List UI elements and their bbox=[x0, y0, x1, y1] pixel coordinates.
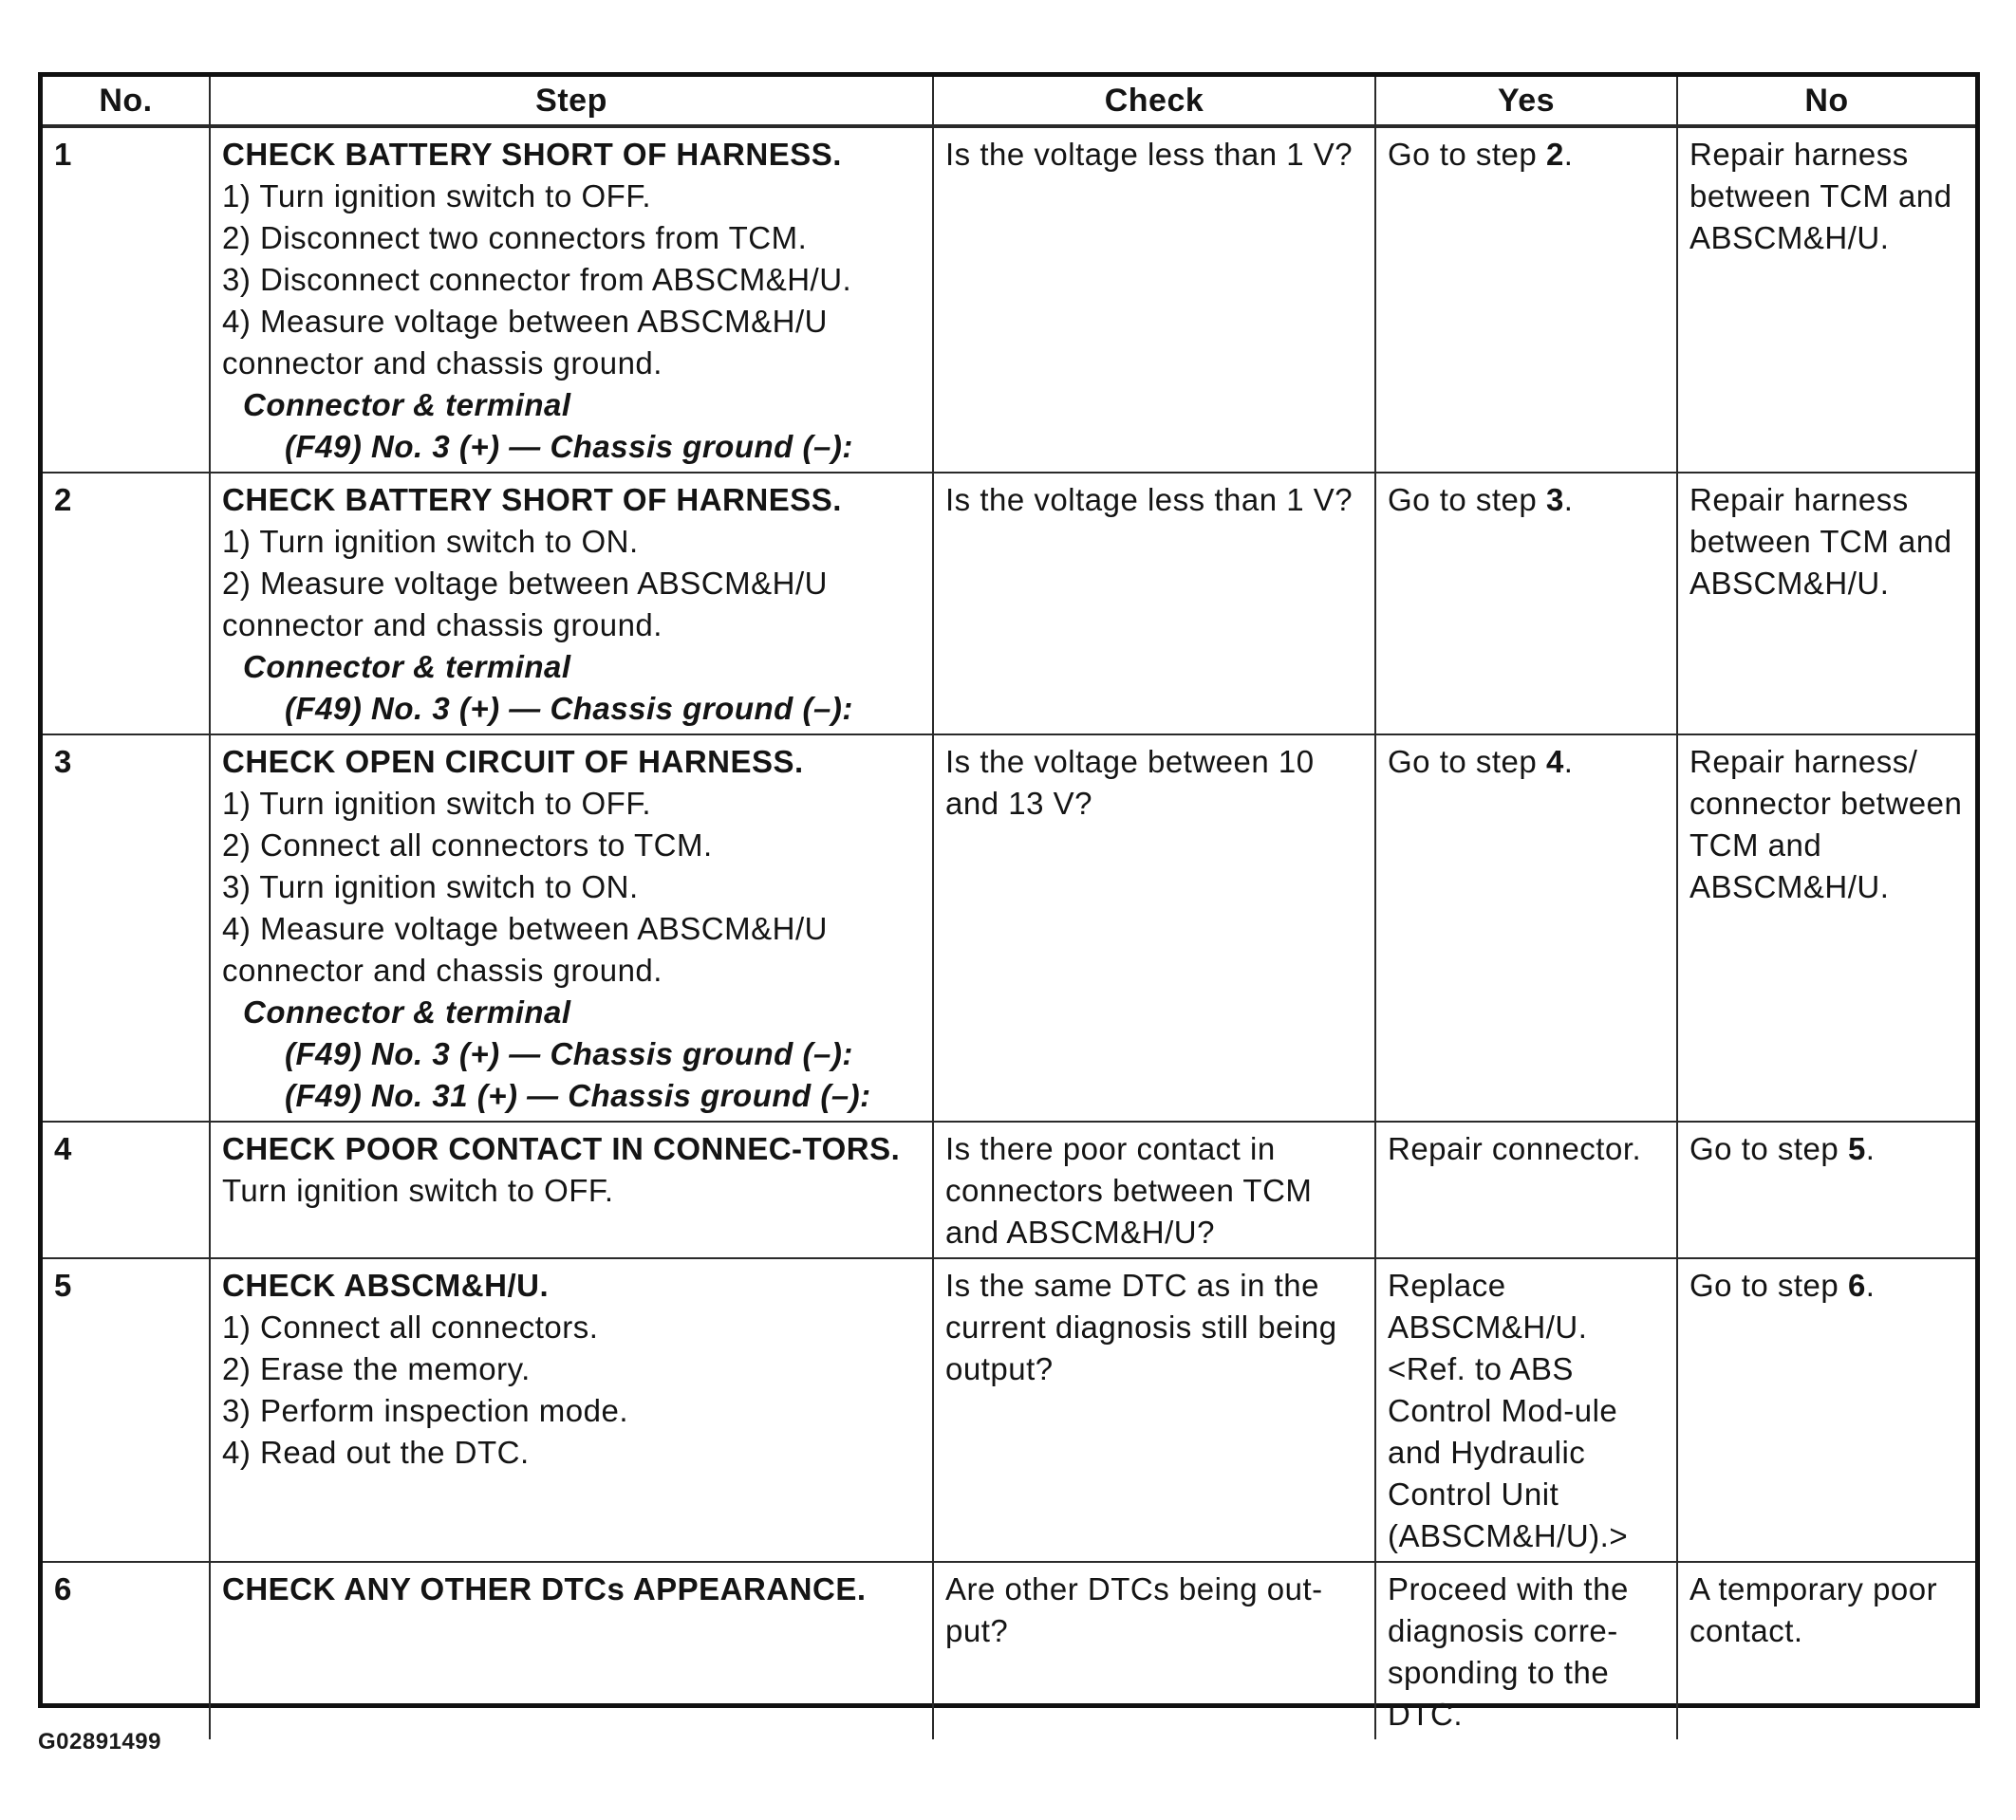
yes-cell bbox=[1375, 126, 1677, 473]
no-step-ref: 5 bbox=[1847, 1131, 1866, 1166]
step-number: 6 bbox=[43, 1562, 210, 1739]
table-row bbox=[43, 473, 1975, 734]
no-text: Repair harness between TCM and ABSCM&H/U. bbox=[1689, 137, 1952, 255]
step-instruction: 4) Measure voltage between ABSCM&H/U connector and chassis ground. bbox=[222, 304, 828, 381]
connector-terminal-spec: (F49) No. 3 (+) — Chassis ground (–): bbox=[285, 1036, 853, 1071]
check-question: Is the voltage less than 1 V? bbox=[945, 137, 1353, 172]
step-title: CHECK ABSCM&H/U. bbox=[222, 1268, 550, 1303]
no-text: Repair harness between TCM and ABSCM&H/U. bbox=[1689, 482, 1952, 601]
yes-text-tail: . bbox=[1563, 482, 1574, 517]
table-row bbox=[43, 1122, 1975, 1258]
no-result-cell bbox=[1677, 1122, 1975, 1258]
no-result-cell bbox=[1677, 734, 1975, 1122]
step-instruction: 1) Turn ignition switch to OFF. bbox=[222, 178, 651, 214]
yes-action bbox=[1388, 479, 1667, 521]
step-instruction: 2) Erase the memory. bbox=[222, 1351, 531, 1386]
step-number: 1 bbox=[43, 126, 210, 473]
check-question: Is the voltage less than 1 V? bbox=[945, 482, 1353, 517]
step-instruction: 4) Measure voltage between ABSCM&H/U connector and chassis ground. bbox=[222, 911, 828, 988]
step-instruction: 2) Measure voltage between ABSCM&H/U connector and chassis ground. bbox=[222, 566, 828, 642]
yes-text-tail: . bbox=[1563, 744, 1574, 779]
no-result-cell bbox=[1677, 473, 1975, 734]
step-cell bbox=[210, 1562, 933, 1739]
step-cell bbox=[210, 473, 933, 734]
header-yes: Yes bbox=[1375, 77, 1677, 126]
check-question: Is the same DTC as in the current diagnosis still being output? bbox=[945, 1268, 1337, 1386]
no-action bbox=[1689, 1128, 1966, 1170]
header-no-result: No bbox=[1677, 77, 1975, 126]
no-result-cell bbox=[1677, 1562, 1975, 1739]
step-instruction: 2) Connect all connectors to TCM. bbox=[222, 827, 713, 863]
check-question: Is the voltage between 10 and 13 V? bbox=[945, 744, 1315, 821]
step-instruction: 1) Connect all connectors. bbox=[222, 1309, 599, 1345]
check-cell bbox=[933, 734, 1375, 1122]
diagnostic-table bbox=[43, 77, 1975, 1739]
step-title: CHECK POOR CONTACT IN CONNEC-TORS. bbox=[222, 1131, 901, 1166]
yes-action bbox=[1388, 134, 1667, 176]
no-result-cell bbox=[1677, 126, 1975, 473]
yes-text: Go to step bbox=[1388, 744, 1546, 779]
no-text: Go to step bbox=[1689, 1131, 1848, 1166]
step-instruction: 2) Disconnect two connectors from TCM. bbox=[222, 220, 808, 255]
no-step-ref: 6 bbox=[1847, 1268, 1866, 1303]
step-instruction: 3) Disconnect connector from ABSCM&H/U. bbox=[222, 262, 852, 297]
connector-terminal-spec: (F49) No. 3 (+) — Chassis ground (–): bbox=[285, 691, 853, 726]
no-text: A temporary poor contact. bbox=[1689, 1571, 1938, 1648]
yes-step-ref: 3 bbox=[1545, 482, 1564, 517]
yes-text: Proceed with the diagnosis corre-sponding to the DTC. bbox=[1388, 1571, 1629, 1732]
header-no: No. bbox=[43, 77, 210, 126]
connector-terminal-spec: (F49) No. 31 (+) — Chassis ground (–): bbox=[285, 1078, 871, 1113]
check-cell bbox=[933, 473, 1375, 734]
table-row bbox=[43, 1258, 1975, 1562]
yes-cell bbox=[1375, 1122, 1677, 1258]
table-row bbox=[43, 126, 1975, 473]
step-cell bbox=[210, 1258, 933, 1562]
step-instruction: 1) Turn ignition switch to ON. bbox=[222, 524, 639, 559]
step-instruction: 1) Turn ignition switch to OFF. bbox=[222, 786, 651, 821]
yes-step-ref: 4 bbox=[1545, 744, 1564, 779]
no-action bbox=[1689, 134, 1966, 259]
no-text: Go to step bbox=[1689, 1268, 1848, 1303]
diagnostic-table-frame bbox=[38, 72, 1980, 1732]
no-action bbox=[1689, 479, 1966, 604]
check-cell bbox=[933, 1562, 1375, 1739]
header-step: Step bbox=[210, 77, 933, 126]
yes-action bbox=[1388, 1128, 1667, 1170]
yes-text-tail: . bbox=[1563, 137, 1574, 172]
table-body bbox=[43, 126, 1975, 1739]
step-instruction: 3) Perform inspection mode. bbox=[222, 1393, 629, 1428]
header-check: Check bbox=[933, 77, 1375, 126]
table-row bbox=[43, 1562, 1975, 1739]
yes-text: Repair connector. bbox=[1388, 1131, 1642, 1166]
yes-action bbox=[1388, 1569, 1667, 1736]
check-cell bbox=[933, 1258, 1375, 1562]
no-action bbox=[1689, 1569, 1966, 1652]
yes-text: Replace ABSCM&H/U. <Ref. to ABS Control Mod-ule and Hydraulic Control Unit (ABSCM&H/U).> bbox=[1388, 1268, 1629, 1553]
no-text-tail: . bbox=[1865, 1131, 1876, 1166]
step-title: CHECK OPEN CIRCUIT OF HARNESS. bbox=[222, 744, 804, 779]
yes-cell bbox=[1375, 1258, 1677, 1562]
figure-id: G02891499 bbox=[38, 1729, 161, 1755]
yes-action bbox=[1388, 741, 1667, 783]
step-number: 5 bbox=[43, 1258, 210, 1562]
no-action bbox=[1689, 741, 1966, 908]
connector-terminal-label: Connector & terminal bbox=[243, 387, 571, 422]
yes-cell bbox=[1375, 734, 1677, 1122]
table-header-row bbox=[43, 77, 1975, 126]
yes-cell bbox=[1375, 1562, 1677, 1739]
step-title: CHECK BATTERY SHORT OF HARNESS. bbox=[222, 482, 842, 517]
no-result-cell bbox=[1677, 1258, 1975, 1562]
connector-terminal-label: Connector & terminal bbox=[243, 994, 571, 1030]
connector-terminal-spec: (F49) No. 3 (+) — Chassis ground (–): bbox=[285, 429, 853, 464]
step-instruction: 4) Read out the DTC. bbox=[222, 1435, 530, 1470]
yes-text: Go to step bbox=[1388, 482, 1546, 517]
check-question: Are other DTCs being out-put? bbox=[945, 1571, 1323, 1648]
check-cell bbox=[933, 126, 1375, 473]
yes-step-ref: 2 bbox=[1545, 137, 1564, 172]
no-action bbox=[1689, 1265, 1966, 1307]
step-cell bbox=[210, 1122, 933, 1258]
step-instruction: 3) Turn ignition switch to ON. bbox=[222, 869, 639, 904]
yes-cell bbox=[1375, 473, 1677, 734]
step-cell bbox=[210, 126, 933, 473]
step-title: CHECK BATTERY SHORT OF HARNESS. bbox=[222, 137, 842, 172]
no-text-tail: . bbox=[1865, 1268, 1876, 1303]
yes-text: Go to step bbox=[1388, 137, 1546, 172]
step-title: CHECK ANY OTHER DTCs APPEARANCE. bbox=[222, 1571, 867, 1606]
table-row bbox=[43, 734, 1975, 1122]
check-question: Is there poor contact in connectors between TCM and ABSCM&H/U? bbox=[945, 1131, 1313, 1250]
step-cell bbox=[210, 734, 933, 1122]
check-cell bbox=[933, 1122, 1375, 1258]
step-number: 3 bbox=[43, 734, 210, 1122]
no-text: Repair harness/ connector between TCM and ABSCM&H/U. bbox=[1689, 744, 1963, 904]
step-number: 2 bbox=[43, 473, 210, 734]
connector-terminal-label: Connector & terminal bbox=[243, 649, 571, 684]
step-number: 4 bbox=[43, 1122, 210, 1258]
step-instruction: Turn ignition switch to OFF. bbox=[222, 1173, 614, 1208]
yes-action bbox=[1388, 1265, 1667, 1557]
